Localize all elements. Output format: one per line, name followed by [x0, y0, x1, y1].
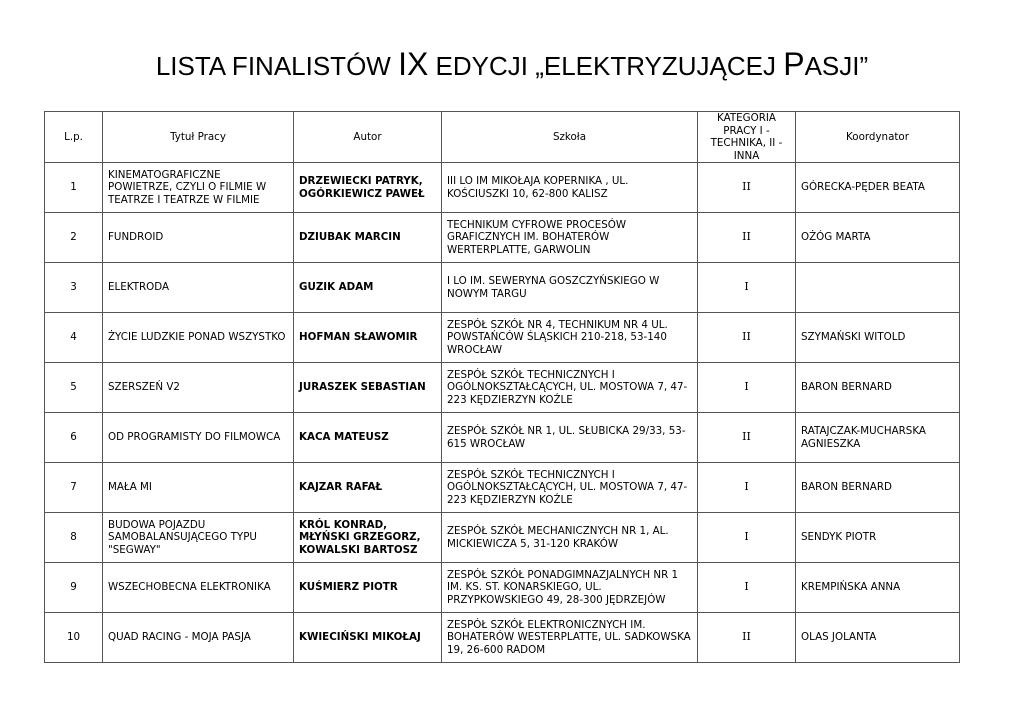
cell-lp: 10	[45, 613, 103, 663]
cell-title: FUNDROID	[103, 213, 294, 263]
header-row	[45, 112, 960, 163]
header-author: Autor	[294, 112, 442, 163]
header-lp: L.p.	[45, 112, 103, 163]
cell-lp: 8	[45, 513, 103, 563]
cell-title: ELEKTRODA	[103, 263, 294, 313]
cell-title: KINEMATOGRAFICZNE POWIETRZE, CZYLI O FILMIE W TEATRZE I TEATRZE W FILMIE	[103, 163, 294, 213]
cell-school: ZESPÓŁ SZKÓŁ NR 1, UL. SŁUBICKA 29/33, 53-615 WROCŁAW	[442, 413, 698, 463]
cell-coordinator: BARON BERNARD	[796, 363, 960, 413]
cell-author: DRZEWIECKI PATRYK, OGÓRKIEWICZ PAWEŁ	[294, 163, 442, 213]
cell-coordinator: KREMPIŃSKA ANNA	[796, 563, 960, 613]
cell-category: II	[698, 613, 796, 663]
cell-school: I LO IM. SEWERYNA GOSZCZYŃSKIEGO W NOWYM TARGU	[442, 263, 698, 313]
cell-school: ZESPÓŁ SZKÓŁ TECHNICZNYCH I OGÓLNOKSZTAŁCĄCYCH, UL. MOSTOWA 7, 47-223 KĘDZIERZYN KOŹLE	[442, 363, 698, 413]
cell-lp: 3	[45, 263, 103, 313]
cell-coordinator: OLAS JOLANTA	[796, 613, 960, 663]
cell-author: KUŚMIERZ PIOTR	[294, 563, 442, 613]
cell-title: SZERSZEŃ V2	[103, 363, 294, 413]
cell-coordinator: SZYMAŃSKI WITOLD	[796, 313, 960, 363]
header-category: KATEGORIA PRACY I - TECHNIKA, II - INNA	[698, 112, 796, 163]
cell-title: MAŁA MI	[103, 463, 294, 513]
cell-lp: 4	[45, 313, 103, 363]
header-title: Tytuł Pracy	[103, 112, 294, 163]
title-segment: IX	[398, 46, 429, 82]
cell-author: KAJZAR RAFAŁ	[294, 463, 442, 513]
cell-title: WSZECHOBECNA ELEKTRONIKA	[103, 563, 294, 613]
cell-category: I	[698, 563, 796, 613]
table-row	[45, 263, 960, 313]
cell-school: TECHNIKUM CYFROWE PROCESÓW GRAFICZNYCH IM. BOHATERÓW WERTERPLATTE, GARWOLIN	[442, 213, 698, 263]
cell-lp: 9	[45, 563, 103, 613]
title-segment: EDYCJI „E	[428, 51, 562, 81]
cell-category: II	[698, 163, 796, 213]
cell-category: I	[698, 263, 796, 313]
title-segment: LISTA FINALISTÓW	[155, 51, 399, 81]
table-row	[45, 613, 960, 663]
cell-coordinator	[796, 263, 960, 313]
cell-category: II	[698, 213, 796, 263]
table-row	[45, 563, 960, 613]
cell-author: KRÓL KONRAD, MŁYŃSKI GRZEGORZ, KOWALSKI BARTOSZ	[294, 513, 442, 563]
cell-lp: 1	[45, 163, 103, 213]
cell-school: ZESPÓŁ SZKÓŁ PONADGIMNAZJALNYCH NR 1 IM. KS. ST. KONARSKIEGO, UL. PRZYPKOWSKIEGO 49, 28-300 JĘDRZEJÓW	[442, 563, 698, 613]
cell-title: BUDOWA POJAZDU SAMOBALANSUJĄCEGO TYPU "SEGWAY"	[103, 513, 294, 563]
cell-lp: 6	[45, 413, 103, 463]
table-row	[45, 163, 960, 213]
table-row	[45, 213, 960, 263]
cell-author: JURASZEK SEBASTIAN	[294, 363, 442, 413]
cell-category: II	[698, 313, 796, 363]
cell-lp: 5	[45, 363, 103, 413]
cell-title: QUAD RACING - MOJA PASJA	[103, 613, 294, 663]
finalists-table	[44, 111, 960, 663]
cell-author: KACA MATEUSZ	[294, 413, 442, 463]
cell-school: ZESPÓŁ SZKÓŁ NR 4, TECHNIKUM NR 4 UL. POWSTAŃCÓW ŚLĄSKICH 210-218, 53-140 WROCŁAW	[442, 313, 698, 363]
cell-coordinator: OŻÓG MARTA	[796, 213, 960, 263]
table-row	[45, 413, 960, 463]
cell-title: OD PROGRAMISTY DO FILMOWCA	[103, 413, 294, 463]
document-title	[0, 46, 1024, 83]
cell-coordinator: BARON BERNARD	[796, 463, 960, 513]
header-school: Szkoła	[442, 112, 698, 163]
table-row	[45, 463, 960, 513]
cell-author: KWIECIŃSKI MIKOŁAJ	[294, 613, 442, 663]
cell-school: ZESPÓŁ SZKÓŁ MECHANICZNYCH NR 1, AL. MICKIEWICZA 5, 31-120 KRAKÓW	[442, 513, 698, 563]
cell-category: I	[698, 463, 796, 513]
table-row	[45, 313, 960, 363]
cell-school: III LO IM MIKOŁAJA KOPERNIKA , UL. KOŚCIUSZKI 10, 62-800 KALISZ	[442, 163, 698, 213]
cell-title: ŻYCIE LUDZKIE PONAD WSZYSTKO	[103, 313, 294, 363]
title-segment: ASJI”	[804, 51, 869, 81]
cell-school: ZESPÓŁ SZKÓŁ TECHNICZNYCH I OGÓLNOKSZTAŁCĄCYCH, UL. MOSTOWA 7, 47-223 KĘDZIERZYN KOŹLE	[442, 463, 698, 513]
cell-lp: 2	[45, 213, 103, 263]
title-segment: P	[783, 46, 805, 82]
cell-school: ZESPÓŁ SZKÓŁ ELEKTRONICZNYCH IM. BOHATERÓW WESTERPLATTE, UL. SADKOWSKA 19, 26-600 RADOM	[442, 613, 698, 663]
table-row	[45, 363, 960, 413]
cell-coordinator: GÓRECKA-PĘDER BEATA	[796, 163, 960, 213]
cell-author: DZIUBAK MARCIN	[294, 213, 442, 263]
cell-category: I	[698, 363, 796, 413]
table-row	[45, 513, 960, 563]
cell-lp: 7	[45, 463, 103, 513]
cell-author: HOFMAN SŁAWOMIR	[294, 313, 442, 363]
cell-coordinator: RATAJCZAK-MUCHARSKA AGNIESZKA	[796, 413, 960, 463]
cell-author: GUZIK ADAM	[294, 263, 442, 313]
cell-coordinator: SENDYK PIOTR	[796, 513, 960, 563]
title-segment: LEKTRYZUJĄCEJ	[561, 51, 784, 81]
header-coordinator: Koordynator	[796, 112, 960, 163]
cell-category: I	[698, 513, 796, 563]
cell-category: II	[698, 413, 796, 463]
